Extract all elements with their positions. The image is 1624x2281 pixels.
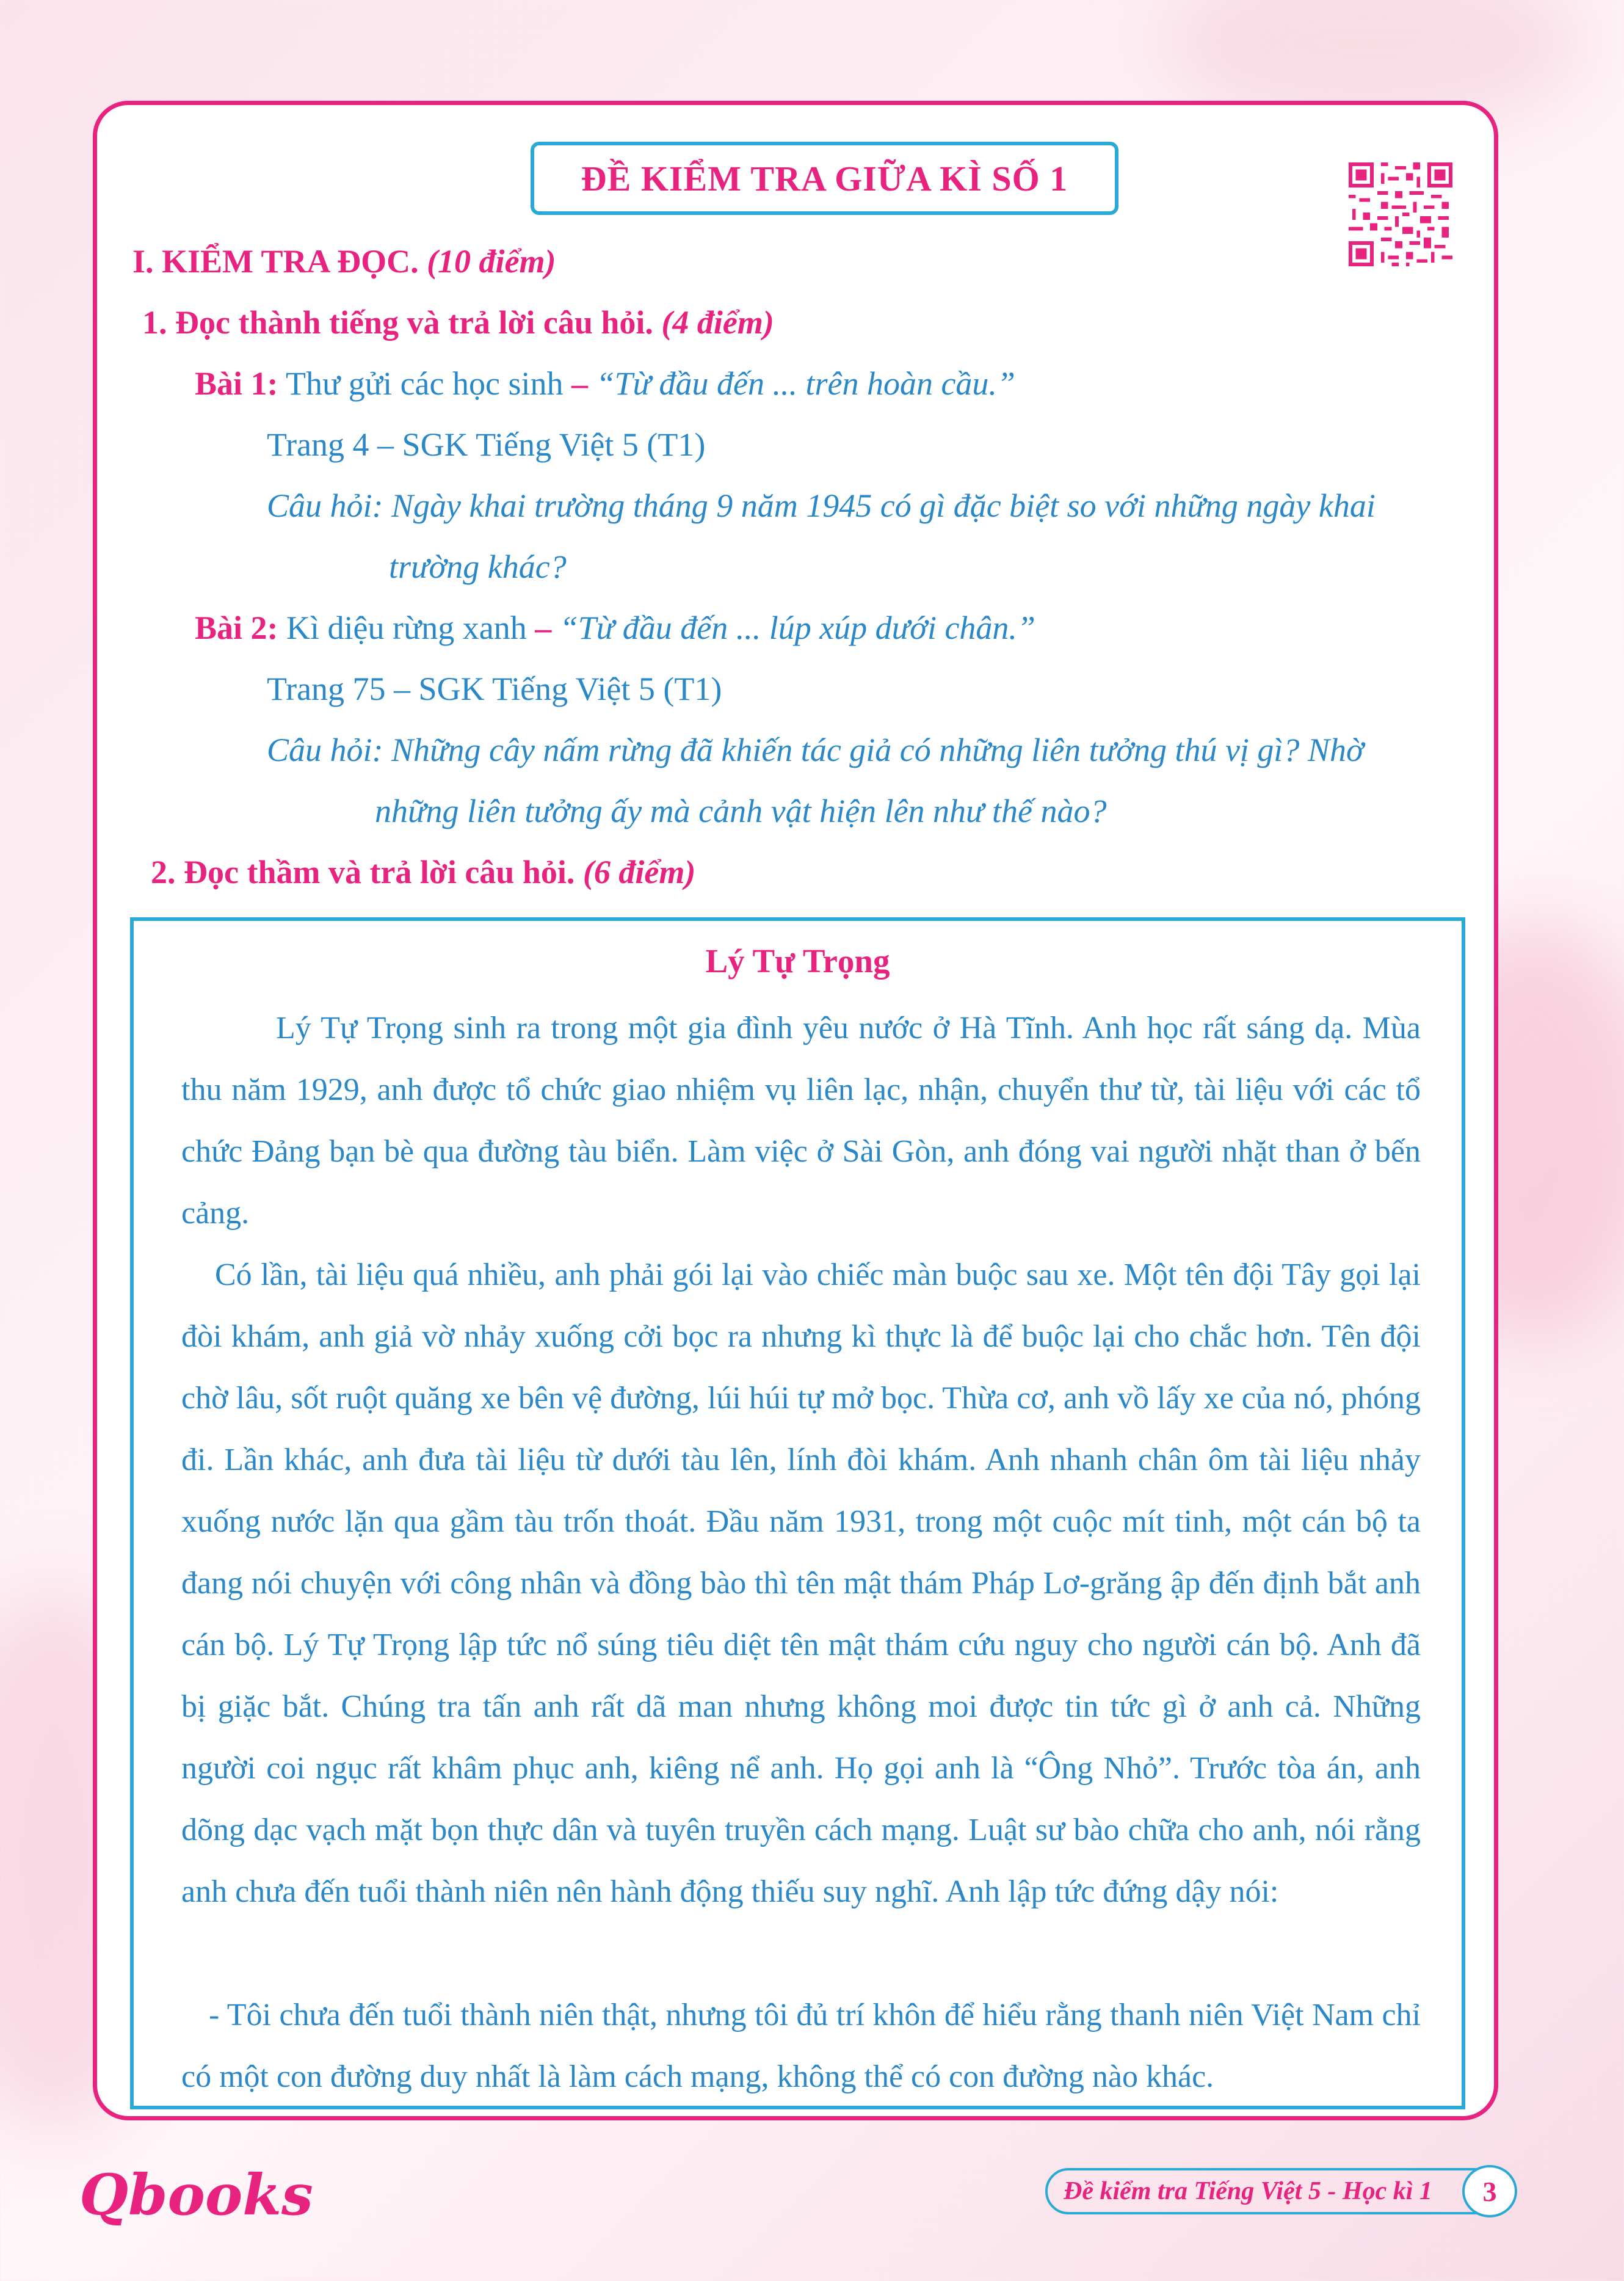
bai1-name: Thư gửi các học sinh bbox=[286, 365, 564, 402]
publisher-logo: Qbooks bbox=[79, 2162, 313, 2228]
item2-heading-points: (6 điểm) bbox=[582, 854, 696, 890]
section-heading-text: I. KIỂM TRA ĐỌC. bbox=[132, 243, 419, 280]
reading-passage-box bbox=[130, 917, 1465, 2109]
bai2-label: Bài 2: bbox=[195, 609, 278, 646]
story-paragraph-3: - Tôi chưa đến tuổi thành niên thật, nhưng tôi đủ trí khôn để hiểu rằng thanh niên Việt Nam chỉ có một con đường duy nhất là làm cách mạng, không thể có con đường nào khác. bbox=[181, 1998, 1421, 2094]
item1-heading bbox=[142, 304, 774, 341]
page-title: ĐỀ KIỂM TRA GIỮA KÌ SỐ 1 bbox=[581, 158, 1068, 198]
bai1-question-line1: Câu hỏi: Ngày khai trường tháng 9 năm 1945 có gì đặc biệt so với những ngày khai bbox=[267, 487, 1376, 524]
bai1-label: Bài 1: bbox=[195, 365, 278, 402]
bai2-line bbox=[195, 609, 1035, 647]
item2-heading bbox=[151, 853, 695, 891]
bai2-question-line1: Câu hỏi: Những cây nấm rừng đã khiến tác giả có những liên tưởng thú vị gì? Nhờ bbox=[267, 732, 1364, 768]
bai2-dash: – bbox=[526, 609, 560, 646]
bai2-page: Trang 75 – SGK Tiếng Việt 5 (T1) bbox=[267, 671, 722, 707]
bai1-quote: “Từ đầu đến ... trên hoàn cầu.” bbox=[596, 365, 1015, 402]
bai1-line bbox=[195, 365, 1015, 402]
item2-heading-text: 2. Đọc thầm và trả lời câu hỏi. bbox=[151, 854, 575, 890]
story-paragraph-1: Lý Tự Trọng sinh ra trong một gia đình yêu nước ở Hà Tĩnh. Anh học rất sáng dạ. Mùa thu năm 1929, anh được tổ chức giao nhiệm vụ liên lạc, nhận, chuyển thư từ, tài liệu với các tổ chức Đảng bạn bè qua đường tàu biển. Làm việc ở Sài Gòn, anh đóng vai người nhặt than ở bến cảng. bbox=[181, 1011, 1421, 1231]
bai2-name: Kì diệu rừng xanh bbox=[286, 609, 527, 646]
bai1-question-line2: trường khác? bbox=[389, 548, 567, 585]
page-frame bbox=[93, 101, 1498, 2120]
item1-heading-text: 1. Đọc thành tiếng và trả lời câu hỏi. bbox=[142, 304, 653, 341]
title-box bbox=[531, 142, 1118, 215]
section-heading-reading bbox=[132, 242, 556, 280]
footer-label bbox=[1045, 2168, 1497, 2214]
section-heading-points: (10 điểm) bbox=[427, 243, 556, 280]
bai1-dash: – bbox=[563, 365, 596, 402]
qr-code-icon[interactable] bbox=[1349, 162, 1452, 266]
page-number: 3 bbox=[1462, 2165, 1517, 2217]
item1-heading-points: (4 điểm) bbox=[661, 304, 774, 341]
story-title: Lý Tự Trọng bbox=[705, 942, 890, 980]
bai2-question-line2: những liên tưởng ấy mà cảnh vật hiện lên như thế nào? bbox=[375, 793, 1107, 829]
bai1-page: Trang 4 – SGK Tiếng Việt 5 (T1) bbox=[267, 426, 706, 463]
story-paragraph-2: Có lần, tài liệu quá nhiều, anh phải gói lại vào chiếc màn buộc sau xe. Một tên đội Tây gọi lại đòi khám, anh giả vờ nhảy xuống cởi bọc ra nhưng kì thực là để buộc lại cho chắc hơn. Tên đội chờ lâu, sốt ruột quăng xe bên vệ đường, lúi húi tự mở bọc. Thừa cơ, anh vồ lấy xe của nó, phóng đi. Lần khác, anh đưa tài liệu từ dưới tàu lên, lính đòi khám. Anh nhanh chân ôm tài liệu nhảy xuống nước lặn qua gầm tàu trốn thoát. Đầu năm 1931, trong một cuộc mít tinh, một cán bộ ta đang nói chuyện với công nhân và đồng bào thì tên mật thám Pháp Lơ-grăng ập đến định bắt anh cán bộ. Lý Tự Trọng lập tức nổ súng tiêu diệt tên mật thám cứu nguy cho người cán bộ. Anh đã bị giặc bắt. Chúng tra tấn anh rất dã man nhưng không moi được tin tức gì ở anh cả. Những người coi ngục rất khâm phục anh, kiêng nể anh. Họ gọi anh là “Ông Nhỏ”. Trước tòa án, anh dõng dạc vạch mặt bọn thực dân và tuyên truyền cách mạng. Luật sư bào chữa cho anh, nói rằng anh chưa đến tuổi thành niên nên hành động thiếu suy nghĩ. Anh lập tức đứng dậy nói: bbox=[181, 1257, 1421, 1909]
footer-text: Đề kiểm tra Tiếng Việt 5 - Học kì 1 bbox=[1064, 2177, 1432, 2205]
bai2-quote: “Từ đầu đến ... lúp xúp dưới chân.” bbox=[559, 609, 1035, 646]
